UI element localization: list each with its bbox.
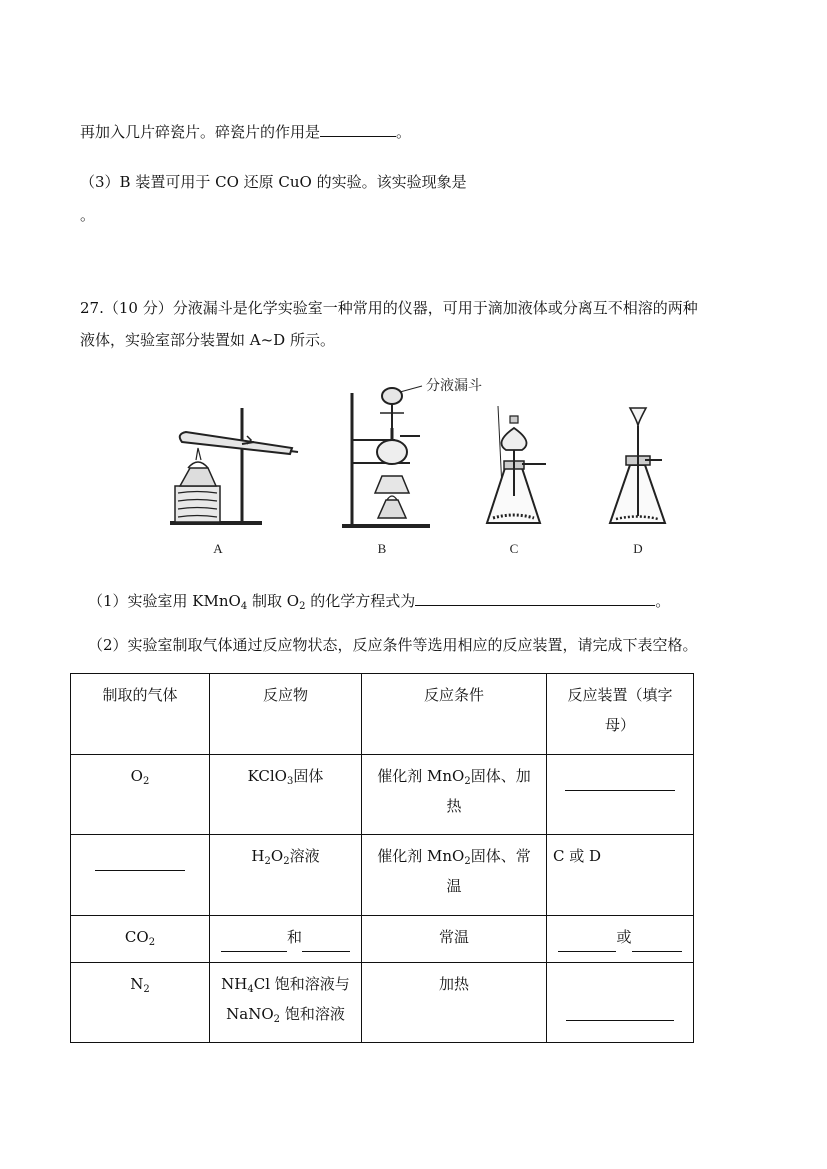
sub1-sub1: 4 — [240, 601, 248, 612]
table-row — [71, 755, 694, 835]
reactant-l2a: NaNO — [226, 1005, 274, 1023]
q27-sub2: （2）实验室制取气体通过反应物状态，反应条件等选用相应的反应装置，请完成下表空格。 — [88, 636, 698, 654]
reactant-sub: 3 — [286, 776, 294, 787]
q26-line1-end: 。 — [396, 123, 412, 141]
gas-blank[interactable] — [95, 850, 185, 871]
gas-sub: 2 — [148, 937, 156, 948]
table-row — [71, 835, 694, 916]
gas-sub: 2 — [143, 984, 150, 995]
sub1-prefix: （1）实验室用 KMnO — [88, 592, 241, 610]
sub1-end: 。 — [655, 592, 671, 610]
answer-blank[interactable] — [320, 122, 396, 137]
apparatus-b — [342, 388, 430, 526]
cell-condition — [362, 835, 547, 916]
reactant-l1sub: 4 — [247, 984, 254, 995]
reactant-mid: O — [270, 847, 284, 865]
and-word: 和 — [286, 928, 302, 946]
apparatus-label-c: C — [509, 541, 519, 556]
device-blank[interactable] — [565, 770, 675, 791]
cell-device — [547, 755, 694, 835]
gas-preparation-table — [70, 673, 694, 1043]
cell-reactant — [210, 916, 362, 963]
reactant-text: KClO — [247, 767, 287, 785]
cell-reactant — [210, 755, 362, 835]
cond-sub: 2 — [464, 856, 471, 867]
cond-tail: 固体、常温 — [446, 847, 531, 895]
reactant-sub2: 2 — [283, 856, 290, 867]
reactant-l2b: 饱和溶液 — [280, 1005, 345, 1023]
q26-line1-text: 再加入几片碎瓷片。碎瓷片的作用是 — [80, 123, 321, 141]
cell-gas — [71, 835, 210, 916]
gas-text: CO — [124, 928, 149, 946]
header-reactant: 反应物 — [210, 674, 362, 755]
reactant-l2sub: 2 — [273, 1014, 281, 1025]
reactant-sub1: 2 — [264, 856, 271, 867]
or-word: 或 — [616, 928, 632, 946]
sub1-suffix: 的化学方程式为 — [305, 592, 416, 610]
cond-text: 催化剂 MnO — [377, 767, 465, 785]
apparatus-label-a: A — [213, 541, 223, 556]
sub1-mid: 制取 O — [247, 592, 300, 610]
callout-label: 分液漏斗 — [426, 378, 482, 394]
cell-device — [547, 916, 694, 963]
cell-reactant — [210, 963, 362, 1043]
device-blank[interactable] — [566, 1000, 674, 1021]
funnel-callout — [400, 377, 482, 394]
q27-sub1 — [88, 590, 670, 611]
sub1-sub2: 2 — [299, 601, 306, 612]
cell-gas — [71, 755, 210, 835]
apparatus-a — [170, 408, 298, 523]
cond-text: 催化剂 MnO — [377, 847, 465, 865]
q27-intro-line1: 27.（10 分）分液漏斗是化学实验室一种常用的仪器，可用于滴加液体或分离互不相溶的两种 — [80, 299, 698, 317]
reactant-l1a: NH — [221, 975, 248, 993]
q26-line3: 。 — [80, 206, 96, 224]
reactant-l1b: Cl 饱和溶液与 — [253, 975, 350, 993]
q27-intro-line2: 液体，实验室部分装置如 A~D 所示。 — [80, 331, 335, 349]
gas-text: N — [130, 975, 144, 993]
cell-condition — [362, 755, 547, 835]
device-blank[interactable] — [632, 931, 682, 952]
reactant-text: H — [251, 847, 265, 865]
table-row — [71, 916, 694, 963]
device-blank[interactable] — [558, 931, 616, 952]
header-device: 反应装置（填字母） — [547, 674, 694, 755]
cell-gas — [71, 916, 210, 963]
cell-gas — [71, 963, 210, 1043]
gas-text: O — [130, 767, 143, 785]
reactant-tail: 固体 — [293, 767, 324, 785]
table-header-row — [71, 674, 694, 755]
reactant-blank[interactable] — [302, 931, 350, 952]
apparatus-d — [610, 408, 665, 523]
device-text: C 或 D — [553, 847, 602, 865]
apparatus-figure — [130, 368, 700, 563]
apparatus-label-b: B — [377, 541, 387, 556]
cell-device — [547, 835, 694, 916]
q26-line1 — [80, 121, 411, 142]
equation-blank[interactable] — [415, 591, 655, 606]
cell-reactant — [210, 835, 362, 916]
apparatus-c — [487, 406, 546, 523]
cell-condition: 加热 — [362, 963, 547, 1043]
cond-tail: 固体、加热 — [446, 767, 531, 815]
apparatus-label-d: D — [633, 541, 643, 556]
table-row — [71, 963, 694, 1043]
gas-sub: 2 — [142, 776, 150, 787]
reactant-tail: 溶液 — [289, 847, 320, 865]
cond-sub: 2 — [464, 776, 471, 787]
reactant-blank[interactable] — [221, 931, 287, 952]
header-gas: 制取的气体 — [71, 674, 210, 755]
header-condition: 反应条件 — [362, 674, 547, 755]
cell-device — [547, 963, 694, 1043]
q26-line2: （3）B 装置可用于 CO 还原 CuO 的实验。该实验现象是 — [80, 173, 467, 191]
cell-condition: 常温 — [362, 916, 547, 963]
